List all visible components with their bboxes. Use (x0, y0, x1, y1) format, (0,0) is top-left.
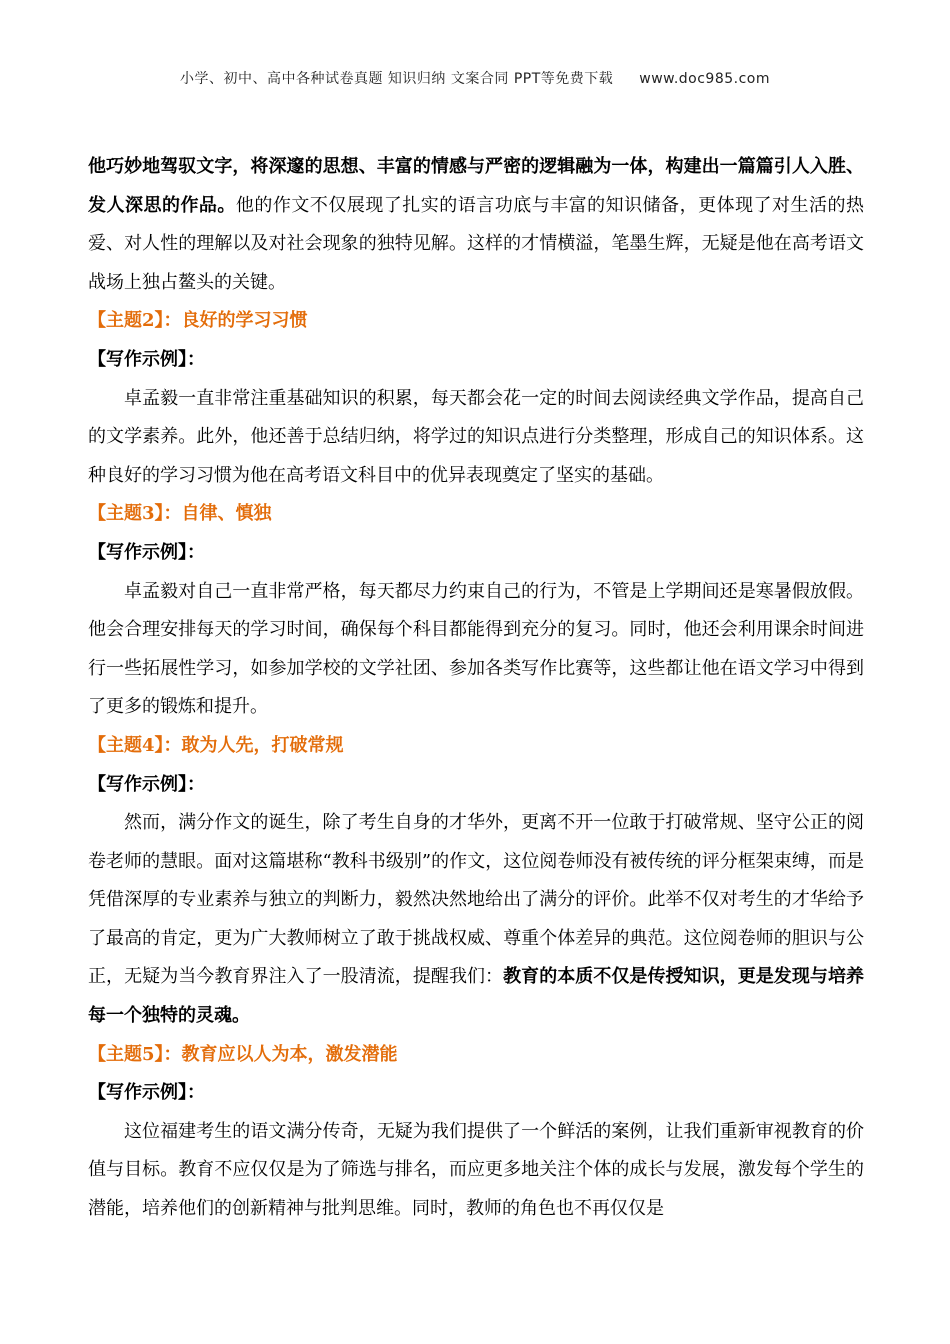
example-label-2: 【写作示例】： (88, 348, 205, 370)
example-body-4 (88, 804, 864, 1036)
example-label-3: 【写作示例】： (88, 541, 205, 563)
header-text: 小学、初中、高中各种试卷真题 知识归纳 文案合同 PPT等免费下载 (179, 71, 614, 87)
example-label-4: 【写作示例】： (88, 773, 205, 795)
example-body-3: 卓孟毅对自己一直非常严格，每天都尽力约束自己的行为，不管是上学期间还是寒暑假放假。他会合理安排每天的学习时间，确保每个科目都能得到充分的复习。同时，他还会利用课余时间进行一些拓展性学习，如参加学校的文学社团、参加各类写作比赛等，这些都让他在语文学习中得到了更多的锻炼和提升。 (88, 580, 864, 718)
theme-heading-2: 【主题2】：良好的学习习惯 (88, 310, 308, 332)
intro-text: 他的作文不仅展现了扎实的语言功底与丰富的知识储备，更体现了对生活的热爱、对人性的理解以及对社会现象的独特见解。这样的才情横溢，笔墨生辉，无疑是他在高考语文战场上独占鳌头的关键。 (88, 194, 865, 293)
example-body-4-bold-tail: 教育的本质不仅是传授知识，更是发现与培养每一个独特的灵魂。 (88, 966, 864, 1027)
example-body-5: 这位福建考生的语文满分传奇，无疑为我们提供了一个鲜活的案例，让我们重新审视教育的价值与目标。教育不应仅仅是为了筛选与排名，而应更多地关注个体的成长与发展，激发每个学生的潜能，培养他们的创新精神与批判思维。同时，教师的角色也不再仅仅是 (88, 1120, 864, 1220)
example-label-5: 【写作示例】： (88, 1082, 205, 1104)
intro-bold-text: 他巧妙地驾驭文字，将深邃的思想、丰富的情感与严密的逻辑融为一体，构建出一篇篇引人入胜、发人深思的作品。 (88, 156, 864, 216)
header-url: www.doc985.com (639, 71, 771, 87)
example-body-4-text: 然而，满分作文的诞生，除了考生自身的才华外，更离不开一位敢于打破常规、坚守公正的阅卷老师的慧眼。面对这篇堪称“教科书级别”的作文，这位阅卷师没有被传统的评分框架束缚，而是凭借深厚的专业素养与独立的判断力，毅然决然地给出了满分的评价。此举不仅对考生的才华给予了最高的肯定，更为广大教师树立了敢于挑战权威、尊重个体差异的典范。这位阅卷师的胆识与公正，无疑为当今教育界注入了一股清流，提醒我们： (88, 812, 864, 988)
theme-heading-4: 【主题4】：敢为人先，打破常规 (88, 734, 344, 756)
document-body (88, 148, 864, 1229)
theme-heading-5: 【主题5】：教育应以人为本，激发潜能 (88, 1043, 398, 1065)
intro-paragraph (88, 148, 864, 302)
example-body-2: 卓孟毅一直非常注重基础知识的积累，每天都会花一定的时间去阅读经典文学作品，提高自己的文学素养。此外，他还善于总结归纳，将学过的知识点进行分类整理，形成自己的知识体系。这种良好的学习习惯为他在高考语文科目中的优异表现奠定了坚实的基础。 (88, 387, 864, 486)
page-header (0, 68, 950, 88)
theme-heading-3: 【主题3】：自律、慎独 (88, 503, 272, 525)
